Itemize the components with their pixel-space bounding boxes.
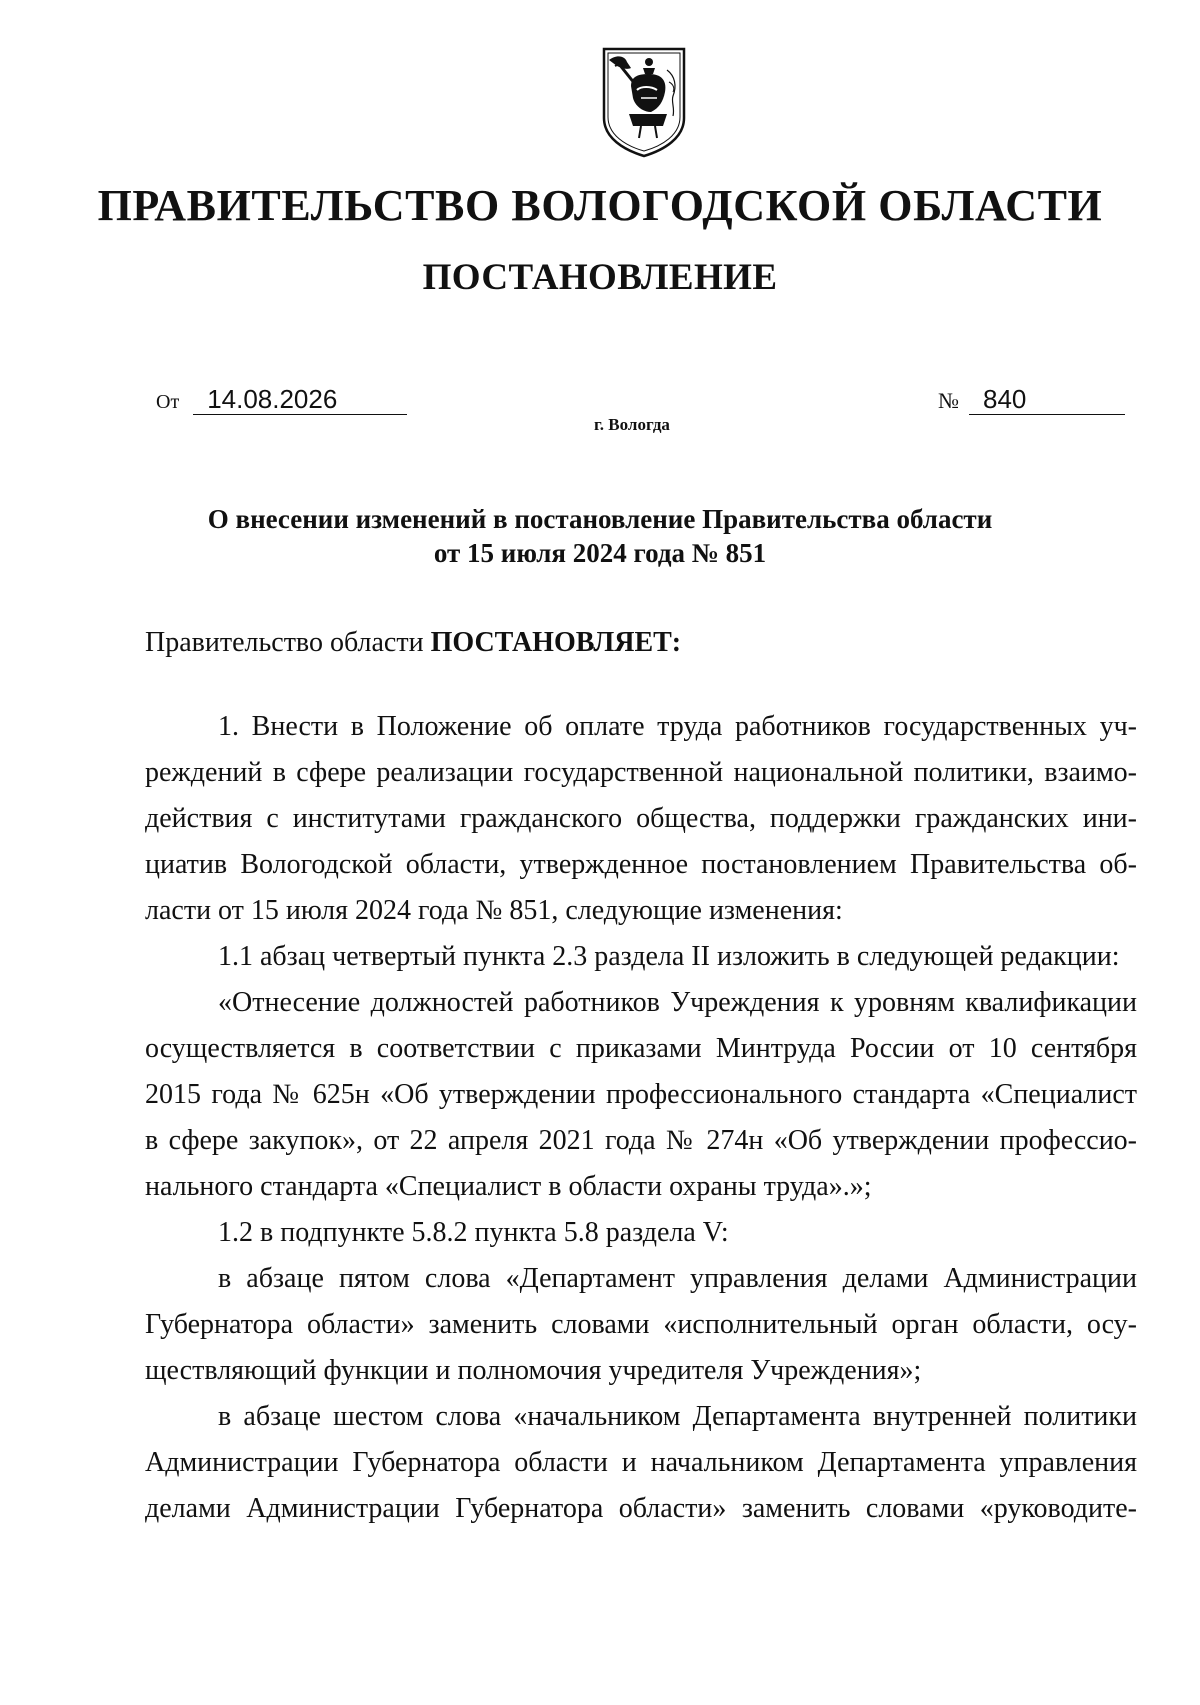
preamble-text: Правительство области: [145, 627, 424, 658]
paragraph-line: ществляющий функции и полномочия учредителя Учреждения»;: [145, 1355, 922, 1386]
paragraph-line: в абзаце шестом слова «начальником Департамента внутренней политики: [218, 1401, 1137, 1432]
paragraph-1: [145, 704, 1137, 934]
coat-of-arms-emblem: [601, 46, 687, 158]
paragraph-3: [145, 980, 1137, 1210]
paragraph-line: циатив Вологодской области, утвержденное постановлением Правительства об-: [145, 849, 1137, 880]
subject-line-1: О внесении изменений в постановление Правительства области: [207, 504, 993, 534]
subject-line-2: от 15 июля 2024 года № 851: [433, 538, 767, 568]
paragraph-line: 1. Внести в Положение об оплате труда работников государственных уч-: [218, 711, 1137, 742]
paragraph-6: [145, 1394, 1137, 1532]
date-prefix: От: [156, 391, 180, 413]
paragraph-line: реждений в сфере реализации государственной национальной политики, взаимо-: [145, 757, 1137, 788]
number-prefix: №: [938, 388, 959, 413]
paragraph-line: действия с институтами гражданского общества, поддержки гражданских ини-: [145, 803, 1137, 834]
paragraph-line: 1.1 абзац четвертый пункта 2.3 раздела II изложить в следующей редакции:: [218, 941, 1120, 972]
paragraph-line: в абзаце пятом слова «Департамент управления делами Администрации: [218, 1263, 1137, 1294]
document-body: [145, 620, 1137, 1532]
government-title: ПРАВИТЕЛЬСТВО ВОЛОГОДСКОЙ ОБЛАСТИ: [97, 181, 1103, 230]
paragraph-line: в сфере закупок», от 22 апреля 2021 года № 274н «Об утверждении профессио-: [145, 1125, 1137, 1156]
document-date: 14.08.2026: [193, 384, 407, 415]
document-number: 840: [969, 384, 1125, 415]
document-subject: [0, 502, 1200, 570]
preamble: [145, 620, 1137, 666]
number-block: [938, 384, 1125, 415]
preamble-resolves: ПОСТАНОВЛЯЕТ:: [430, 627, 682, 658]
paragraph-4: [145, 1210, 1137, 1256]
paragraph-5: [145, 1256, 1137, 1394]
paragraph-2: [145, 934, 1137, 980]
document-type: ПОСТАНОВЛЕНИЕ: [422, 257, 778, 298]
paragraph-line: нального стандарта «Специалист в области охраны труда».»;: [145, 1171, 872, 1202]
paragraph-line: Администрации Губернатора области и начальником Департамента управления: [145, 1447, 1137, 1478]
city-label: г. Вологда: [594, 415, 670, 434]
paragraph-line: делами Администрации Губернатора области» заменить словами «руководите-: [145, 1493, 1137, 1524]
date-block: [156, 384, 407, 415]
paragraph-line: 2015 года № 625н «Об утверждении профессионального стандарта «Специалист: [145, 1079, 1137, 1110]
paragraph-line: осуществляется в соответствии с приказами Минтруда России от 10 сентября: [145, 1033, 1137, 1064]
paragraph-line: 1.2 в подпункте 5.8.2 пункта 5.8 раздела V:: [218, 1217, 729, 1248]
paragraph-line: «Отнесение должностей работников Учреждения к уровням квалификации: [218, 987, 1137, 1018]
paragraph-line: Губернатора области» заменить словами «исполнительный орган области, осу-: [145, 1309, 1137, 1340]
paragraph-line: ласти от 15 июля 2024 года № 851, следующие изменения:: [145, 895, 843, 926]
